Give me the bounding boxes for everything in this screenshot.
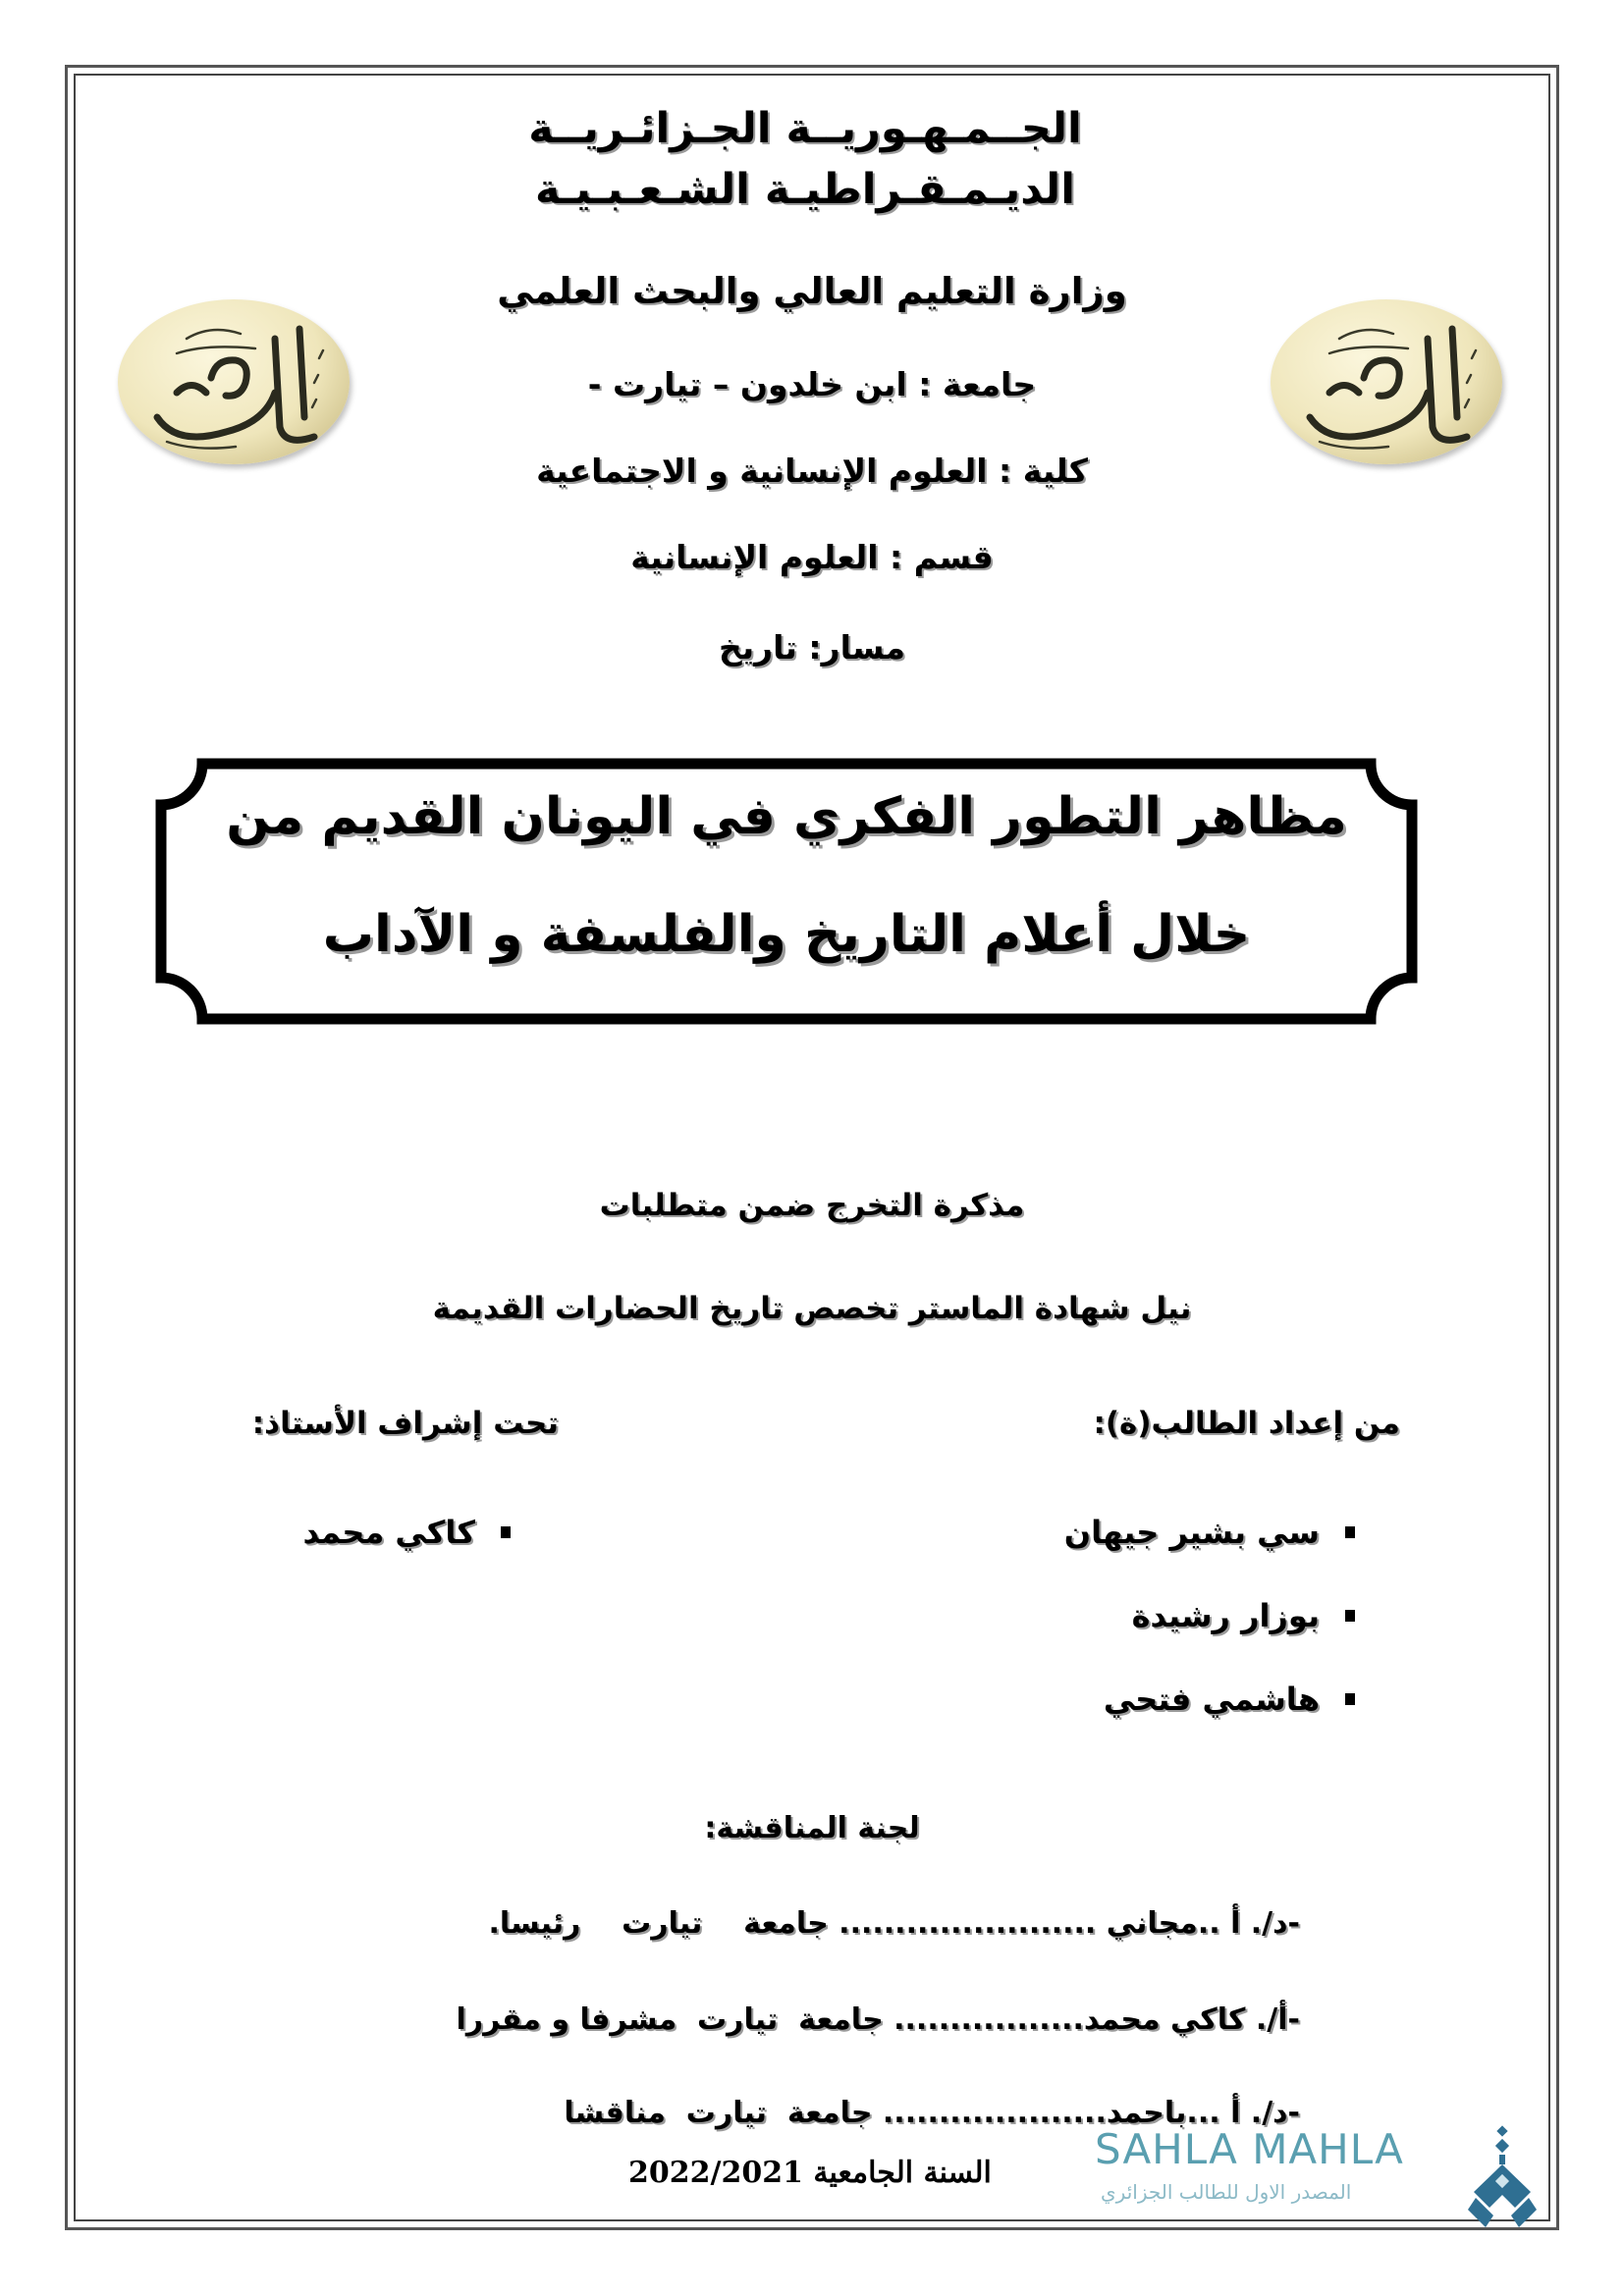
supervisor-item: [302, 1514, 511, 1551]
committee-member: -د/. أ ..مجاني ....................... جامعة تيارت رئيسا.: [488, 1906, 1300, 1941]
academic-year: السنة الجامعية 2022/2021: [628, 2156, 992, 2190]
university-logo-right: [1271, 299, 1502, 464]
university-line: جامعة : ابن خلدون – تيارت -: [587, 365, 1037, 403]
watermark-tagline: المصدر الاول للطالب الجزائري: [1101, 2180, 1352, 2204]
purpose-line-2: نيل شهادة الماستر تخصص تاريخ الحضارات القديمة: [432, 1291, 1192, 1326]
student-name: هاشمي فتحي: [1103, 1681, 1320, 1718]
student-item: [1064, 1514, 1355, 1551]
student-name: سي بشير جيهان: [1063, 1514, 1320, 1551]
university-logo-left: [118, 299, 350, 464]
thesis-title-box: [155, 758, 1418, 1025]
ministry-heading: وزارة التعليم العالي والبحث العلمي: [497, 270, 1127, 312]
calligraphy-logo-icon: [118, 299, 350, 464]
republic-heading: الجــمـهـوريــة الجـزائـريــة الديـمـقـراطيـة الشـعـبـيـة: [528, 104, 1082, 214]
department-line: قسم : العلوم الإنسانية: [630, 538, 994, 576]
track-line: مسار: تاريخ: [718, 628, 906, 667]
students-label: من إعداد الطالب(ة):: [1093, 1406, 1400, 1441]
calligraphy-logo-icon: [1271, 299, 1502, 464]
thesis-title-line-1: مظاهر التطور الفكري في اليونان القديم من: [226, 787, 1347, 846]
sahla-mahla-logo-icon: [1466, 2125, 1539, 2231]
sahla-mahla-watermark: [1095, 2125, 1546, 2233]
faculty-line: كلية : العلوم الإنسانية و الاجتماعية: [536, 452, 1088, 490]
student-item: [1132, 1597, 1355, 1634]
thesis-title-line-2: خلال أعلام التاريخ والفلسفة و الآداب: [322, 905, 1251, 964]
committee-member: -أ/. كاكي محمد................. جامعة تيارت مشرفا و مقررا: [456, 2002, 1300, 2037]
purpose-line-1: مذكرة التخرج ضمن متطلبات: [599, 1188, 1025, 1223]
committee-member: -د/. أ ...باحمد.................... جامعة تيارت مناقشا: [564, 2096, 1300, 2130]
square-bullet-icon: [501, 1526, 511, 1538]
supervisor-name: كاكي محمد: [302, 1514, 475, 1551]
student-item: [1104, 1681, 1355, 1718]
square-bullet-icon: [1345, 1693, 1355, 1705]
committee-title: لجنة المناقشة:: [704, 1811, 920, 1845]
supervisor-label: تحت إشراف الأستاذ:: [251, 1406, 559, 1441]
watermark-brand: SAHLA MAHLA: [1095, 2125, 1404, 2173]
square-bullet-icon: [1345, 1610, 1355, 1622]
student-name: بوزار رشيدة: [1131, 1597, 1320, 1634]
square-bullet-icon: [1345, 1526, 1355, 1538]
